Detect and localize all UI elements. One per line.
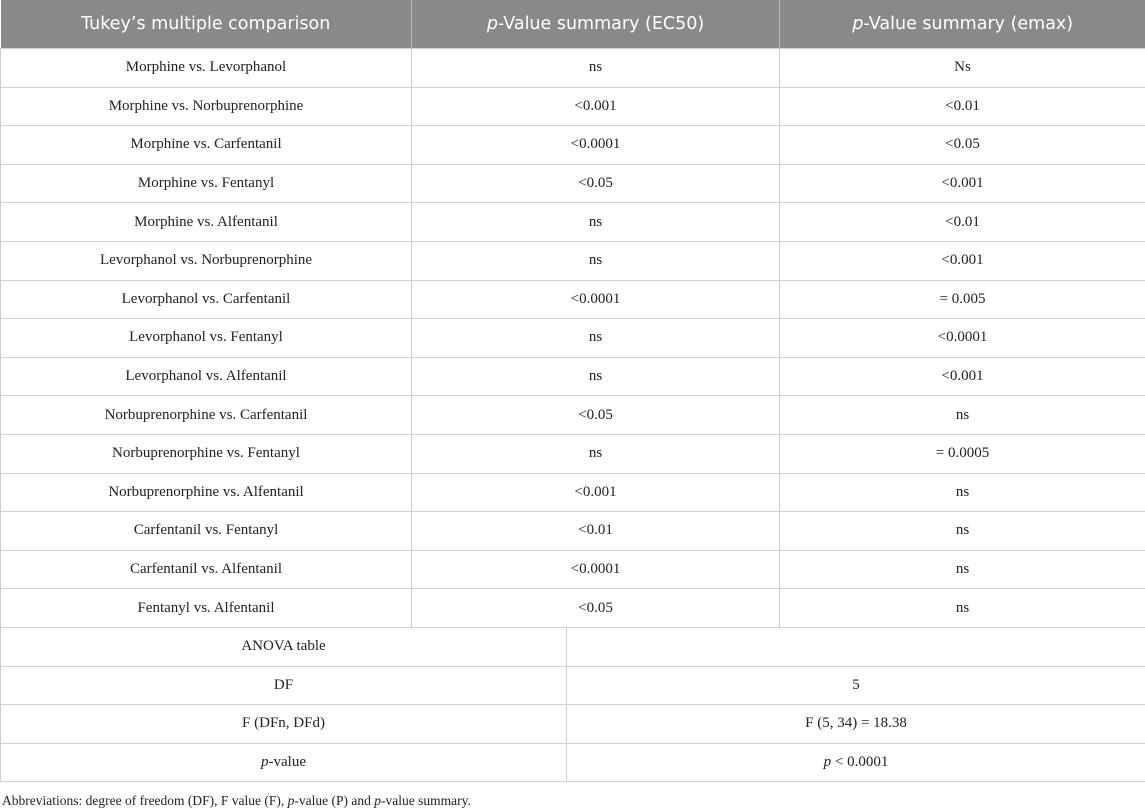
comparison-cell: Morphine vs. Levorphanol [1, 49, 412, 88]
footnote-italic1: p [287, 793, 295, 808]
comparison-cell: Morphine vs. Norbuprenorphine [1, 87, 412, 126]
comparison-cell: Fentanyl vs. Alfentanil [1, 589, 412, 628]
header-row [1, 0, 1145, 49]
comparison-cell: Morphine vs. Carfentanil [1, 126, 412, 165]
comparison-cell: Levorphanol vs. Fentanyl [1, 319, 412, 358]
emax-cell: ns [780, 589, 1145, 628]
header-ec50-text: -Value summary (EC50) [497, 14, 705, 34]
comparison-cell: Levorphanol vs. Carfentanil [1, 280, 412, 319]
table-row [1, 473, 1145, 512]
table-row [1, 550, 1145, 589]
anova-p-value-text: < 0.0001 [831, 753, 889, 770]
anova-p-label [1, 743, 567, 782]
emax-cell: ns [780, 512, 1145, 551]
emax-cell: <0.01 [780, 87, 1145, 126]
ec50-cell: <0.0001 [412, 126, 780, 165]
anova-df-label: DF [1, 666, 567, 705]
table-row [1, 512, 1145, 551]
ec50-cell: <0.001 [412, 87, 780, 126]
ec50-cell: ns [412, 203, 780, 242]
ec50-cell: <0.0001 [412, 280, 780, 319]
anova-df-value: 5 [567, 666, 1145, 705]
table-row [1, 280, 1145, 319]
ec50-cell: ns [412, 434, 780, 473]
table-row [1, 241, 1145, 280]
anova-title-row [1, 627, 1145, 666]
comparison-cell: Carfentanil vs. Alfentanil [1, 550, 412, 589]
emax-cell: Ns [780, 49, 1145, 88]
anova-f-row [1, 705, 1145, 744]
ec50-cell: ns [412, 49, 780, 88]
footnote-part3: -value summary. [381, 793, 471, 808]
anova-df-row [1, 666, 1145, 705]
comparison-cell: Morphine vs. Alfentanil [1, 203, 412, 242]
comparison-cell: Levorphanol vs. Alfentanil [1, 357, 412, 396]
emax-cell: ns [780, 396, 1145, 435]
emax-cell: <0.001 [780, 357, 1145, 396]
table-row [1, 396, 1145, 435]
anova-p-value-italic: p [823, 753, 832, 770]
comparison-cell: Morphine vs. Fentanyl [1, 164, 412, 203]
footnote-italic2: p [374, 793, 382, 808]
ec50-cell: <0.001 [412, 473, 780, 512]
anova-f-value: F (5, 34) = 18.38 [567, 705, 1145, 744]
header-ec50-p: p [486, 14, 498, 34]
comparison-cell: Levorphanol vs. Norbuprenorphine [1, 241, 412, 280]
anova-section [1, 627, 1145, 781]
emax-cell: <0.0001 [780, 319, 1145, 358]
anova-title-value [567, 627, 1145, 666]
table-footnote [2, 793, 471, 809]
anova-title: ANOVA table [1, 627, 567, 666]
emax-cell: <0.05 [780, 126, 1145, 165]
table-row [1, 434, 1145, 473]
anova-p-value [567, 743, 1145, 782]
emax-cell: <0.001 [780, 241, 1145, 280]
header-emax-text: -Value summary (emax) [863, 14, 1074, 34]
table-row [1, 126, 1145, 165]
anova-p-row [1, 743, 1145, 782]
ec50-cell: <0.01 [412, 512, 780, 551]
comparison-rows [1, 49, 1145, 628]
ec50-cell: ns [412, 319, 780, 358]
emax-cell: = 0.0005 [780, 434, 1145, 473]
header-emax-p: p [852, 14, 864, 34]
table-row [1, 164, 1145, 203]
header-emax [780, 0, 1145, 49]
anova-p-label-italic: p [261, 753, 269, 770]
emax-cell: = 0.005 [780, 280, 1145, 319]
header-ec50 [412, 0, 780, 49]
table-row [1, 87, 1145, 126]
emax-cell: ns [780, 473, 1145, 512]
footnote-part1: Abbreviations: degree of freedom (DF), F value (F), [2, 793, 288, 808]
ec50-cell: ns [412, 241, 780, 280]
footnote-part2: -value (P) and [294, 793, 375, 808]
table-row [1, 203, 1145, 242]
ec50-cell: <0.05 [412, 589, 780, 628]
table-row [1, 319, 1145, 358]
emax-cell: <0.001 [780, 164, 1145, 203]
emax-cell: <0.01 [780, 203, 1145, 242]
comparison-cell: Norbuprenorphine vs. Carfentanil [1, 396, 412, 435]
header-comparison: Tukey’s multiple comparison [1, 0, 412, 49]
emax-cell: ns [780, 550, 1145, 589]
ec50-cell: ns [412, 357, 780, 396]
comparison-cell: Norbuprenorphine vs. Alfentanil [1, 473, 412, 512]
ec50-cell: <0.05 [412, 164, 780, 203]
anova-f-label: F (DFn, DFd) [1, 705, 567, 744]
ec50-cell: <0.0001 [412, 550, 780, 589]
table-row [1, 357, 1145, 396]
table-row [1, 49, 1145, 88]
table-row [1, 589, 1145, 628]
ec50-cell: <0.05 [412, 396, 780, 435]
comparison-cell: Norbuprenorphine vs. Fentanyl [1, 434, 412, 473]
comparison-cell: Carfentanil vs. Fentanyl [1, 512, 412, 551]
anova-p-label-text: -value [268, 753, 306, 770]
